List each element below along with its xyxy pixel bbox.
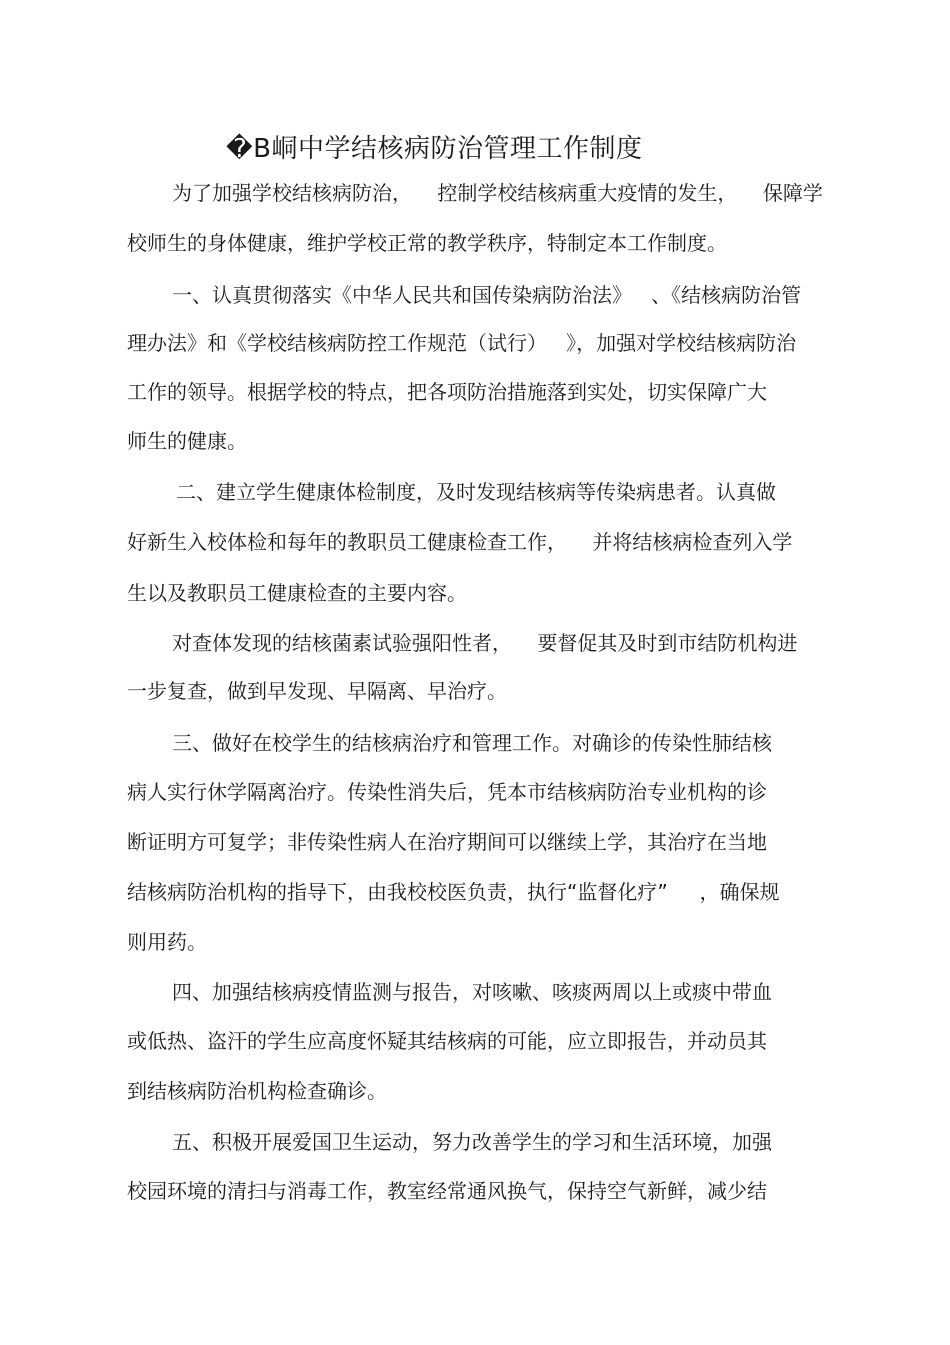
text-line: 四、加强结核病疫情监测与报告，对咳嗽、咳痰两周以上或痰中带血 xyxy=(172,980,772,1004)
text-line: 为了加强学校结核病防治， 控制学校结核病重大疫情的发生， 保障学 xyxy=(172,181,823,205)
text-line: 或低热、盗汗的学生应高度怀疑其结核病的可能，应立即报告，并动员其 xyxy=(127,1029,767,1053)
text-line: 三、做好在校学生的结核病治疗和管理工作。对确诊的传染性肺结核 xyxy=(172,731,772,755)
text-line: 二、建立学生健康体检制度，及时发现结核病等传染病患者。认真做 xyxy=(176,480,776,504)
text-line: 病人实行休学隔离治疗。传染性消失后，凭本市结核病防治专业机构的诊 xyxy=(127,780,767,804)
text-line: 一、认真贯彻落实《中华人民共和国传染病防治法》 、《结核病防治管 xyxy=(172,283,802,307)
text-line: 一步复查，做到早发现、早隔离、早治疗。 xyxy=(127,679,507,703)
text-line: 校园环境的清扫与消毒工作，教室经常通风换气，保持空气新鲜，减少结 xyxy=(127,1179,767,1203)
text-line: 工作的领导。根据学校的特点，把各项防治措施落到实处，切实保障广大 xyxy=(127,380,767,404)
text-line: 理办法》和《学校结核病防控工作规范（试行） 》，加强对学校结核病防治 xyxy=(127,331,797,355)
document-title: �B峒中学结核病防治管理工作制度 xyxy=(226,134,643,164)
text-line: 对查体发现的结核菌素试验强阳性者， 要督促其及时到市结防机构进 xyxy=(172,631,798,655)
text-line: 断证明方可复学；非传染性病人在治疗期间可以继续上学，其治疗在当地 xyxy=(127,830,767,854)
text-line: 生以及教职员工健康检查的主要内容。 xyxy=(127,581,467,605)
text-line: 师生的健康。 xyxy=(127,429,247,453)
text-line: 结核病防治机构的指导下，由我校校医负责，执行“监督化疗” ，确保规 xyxy=(127,880,780,904)
text-line: 好新生入校体检和每年的教职员工健康检查工作， 并将结核病检查列入学 xyxy=(127,530,793,554)
text-line: 则用药。 xyxy=(127,930,207,954)
text-line: 到结核病防治机构检查确诊。 xyxy=(127,1079,387,1103)
text-line: 校师生的身体健康，维护学校正常的教学秩序，特制定本工作制度。 xyxy=(127,231,727,255)
text-line: 五、积极开展爱国卫生运动，努力改善学生的学习和生活环境，加强 xyxy=(172,1130,772,1154)
